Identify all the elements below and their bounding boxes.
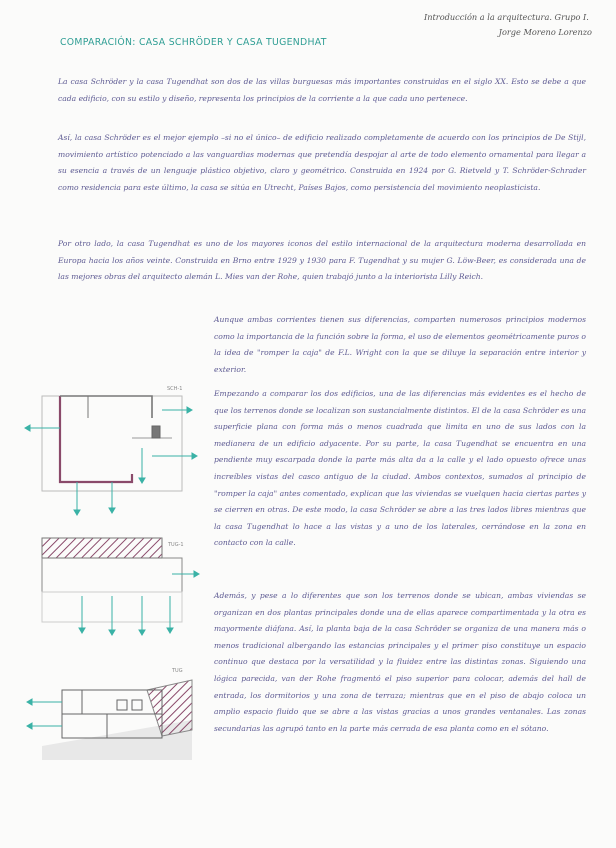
header-block	[424, 10, 594, 40]
arrow-icon	[187, 407, 192, 413]
wall-line	[60, 396, 152, 418]
paragraph-schroder: Así, la casa Schröder es el mejor ejemplo –si no el único– de edificio realizado completamente de acuerdo con los principios de De Stijl, movimiento artístico potenciado a las vanguardias modernas que pretendía despojar al arte de todo elemento ornamental para llegar a su esencia a través de un lenguaje plástico objetivo, claro y geométrico. Construida en 1924 por G. Rietveld y T. Schröder-Schrader como residencia para este último, la casa se sitúa en Utrecht, Países Bajos, como persistencia del movimiento neoplasticista.	[58, 133, 586, 192]
paragraph-principles: Aunque ambas corrientes tienen sus diferencias, comparten numerosos principios modernos como la importancia de la función sobre la forma, el uso de elementos geométricamente puros o la idea de "romper la caja" de F.L. Wright con la que se diluye la separación entre interior y exterior.	[214, 315, 586, 374]
tugendhat-section-sketch	[22, 660, 202, 760]
arrow-icon	[74, 510, 80, 515]
arrow-icon	[139, 630, 145, 635]
schroder-plan-sketch	[22, 378, 202, 518]
arrow-icon	[192, 453, 197, 459]
author-line: Jorge Moreno Lorenzo	[498, 27, 592, 37]
arrow-icon	[139, 478, 145, 483]
stair-block	[152, 426, 160, 438]
paragraph-tugendhat: Por otro lado, la casa Tugendhat es uno de los mayores iconos del estilo internacional de la arquitectura moderna desarrollada en Europa hacia los años veinte. Construida en Brno entre 1929 y 1930 para F. Tugendhat y su mujer G. Löw-Beer, es considerada una de las mejores obras del arquitecto alemán L. Mies van der Rohe, quien trabajó junto a la interiorista Lilly Reich.	[58, 239, 586, 282]
arrow-icon	[27, 723, 32, 729]
fig2-label: TUG-1	[168, 542, 184, 548]
paragraph-organization: Además, y pese a lo diferentes que son los terrenos donde se ubican, ambas viviendas se organizan en dos plantas principales donde una de ellas aparece compartimentada y la otra es mayormente diáfana. Así, la planta baja de la casa Schröder se organiza de una manera más o menos tradicional albergando las estancias principales y el primer piso constituye un espacio continuo que destaca por la versatilidad y la fluidez entre las distintas zonas. Siguiendo una lógica parecida, van der Rohe fragmentó el piso superior para colocar, además del hall de entrada, los dormitorios y una zona de terraza; mientras que en el piso de abajo coloca un amplio espacio fluido que se abre a las vistas gracias a unos grandes ventanales. Las zonas secundarias las agrupó tanto en la parte más cerrada de esa planta como en el sótano.	[214, 591, 586, 733]
paragraph-terrain: Empezando a comparar los dos edificios, una de las diferencias más evidentes es el hecho de que los terrenos donde se localizan son sustancialmente distintos. El de la casa Schröder es una superficie plana con forma más o menos cuadrada que limita en uno de sus lados con la medianera de un edificio adyacente. Por su parte, la casa Tugendhat se encuentra en una pendiente muy escarpada donde la parte más alta da a la calle y el lado opuesto ofrece unas increíbles vistas del casco antiguo de la ciudad. Ambos contextos, sumados al principio de "romper la caja" antes comentado, explican que las viviendas se vuelquen hacia ciertas partes y se cierren en otras. De este modo, la casa Schröder se abre a las tres lados libres mientras que la casa Tugendhat lo hace a las vistas y a uno de los laterales, cerrándose en la zona en contacto con la calle.	[214, 389, 586, 548]
fig3-label: TUG	[172, 668, 183, 674]
arrow-icon	[109, 630, 115, 635]
arrow-icon	[79, 628, 85, 633]
tugendhat-plan-sketch	[22, 532, 202, 644]
arrow-icon	[109, 508, 115, 513]
arrow-icon	[194, 571, 199, 577]
wall-line	[60, 396, 132, 482]
street-wall-hatch	[42, 538, 162, 558]
site-outline	[42, 396, 182, 491]
arrow-icon	[25, 425, 30, 431]
page-title: COMPARACIÓN: CASA SCHRÖDER Y CASA TUGENDHAT	[60, 37, 327, 48]
arrow-icon	[27, 699, 32, 705]
course-line: Introducción a la arquitectura. Grupo I.	[424, 12, 589, 22]
arrow-icon	[167, 628, 173, 633]
fig1-label: SCH-1	[167, 386, 183, 392]
paragraph-intro: La casa Schröder y la casa Tugendhat son dos de las villas burguesas más importantes construidas en el siglo XX. Esto se debe a que cada edificio, con su estilo y diseño, representa los principios de la corriente a la que cada uno pertenece.	[58, 77, 586, 103]
